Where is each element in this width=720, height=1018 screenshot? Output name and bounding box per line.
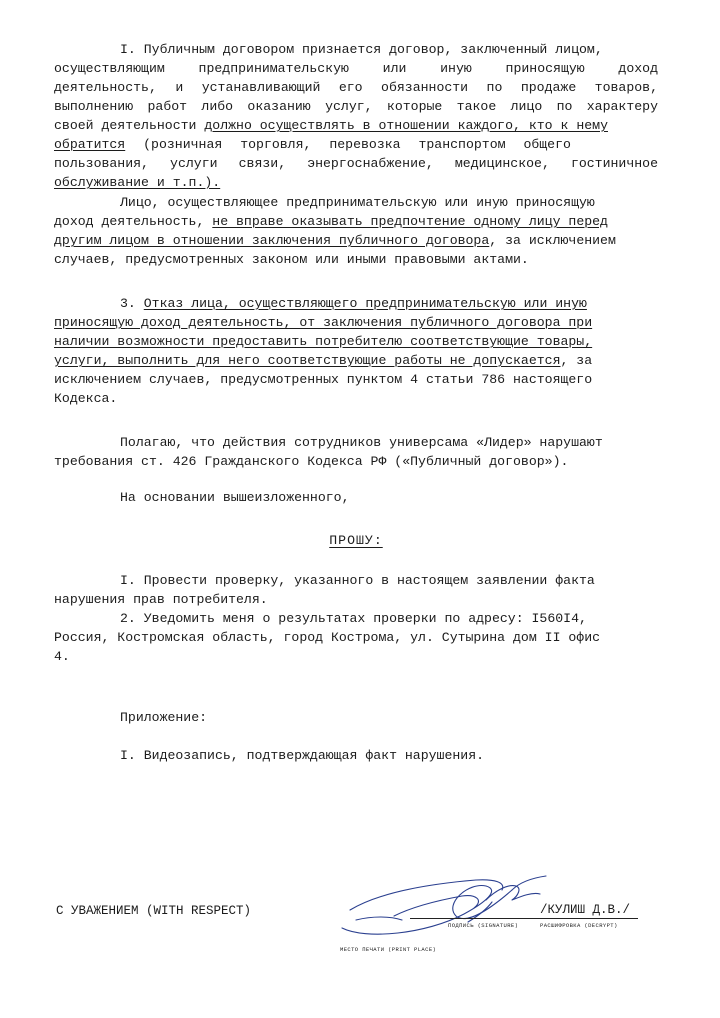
paragraph-no-preference (54, 193, 658, 269)
list-item: I. Видеозапись, подтверждающая факт нарушения. (120, 748, 485, 763)
underlined-text: другим лицом в отношении заключения публичного договора (54, 233, 490, 248)
signature-caption: ПОДПИСЬ (SIGNATURE) (448, 922, 519, 929)
request-list (54, 571, 658, 666)
text-line: выполнению работ либо оказанию услуг, которые такое лицо по характеру (54, 99, 658, 114)
appendix-title (54, 708, 658, 727)
text-line (54, 135, 658, 154)
underlined-text: приносящую доход деятельность, от заключения публичного договора при (54, 315, 593, 330)
text-line: осуществляющим предпринимательскую или иную приносящую доход (54, 61, 658, 76)
text-fragment: своей деятельности (54, 118, 205, 133)
text-line: I. Публичным договором признается договор, заключенный лицом, (120, 42, 603, 57)
text-line: случаев, предусмотрeнных законом или иными правовыми актами. (54, 252, 529, 267)
signature-block (336, 870, 676, 960)
text-line: Лицо, осуществляющее предпринимательскую или иную приносящую (120, 195, 595, 210)
text-line: Приложение: (120, 710, 208, 725)
list-item: 2. Уведомить меня о результатах проверки по адресу: I560I4, (120, 611, 587, 626)
text-line (54, 313, 658, 332)
text-fragment: , за исключением (489, 233, 616, 248)
text-fragment: , за (560, 353, 593, 368)
paragraph-public-contract-definition (54, 40, 658, 192)
heading-text: ПРОШУ: (329, 533, 383, 548)
list-item-continuation: нарушения прав потребителя. (54, 592, 268, 607)
text-line (54, 332, 658, 351)
list-item-continuation: 4. (54, 649, 70, 664)
text-line (54, 351, 658, 370)
paragraph-violation-claim (54, 433, 658, 471)
signature-line (410, 918, 638, 919)
underlined-text: должно осуществлять в отношении каждого, кто к нему (204, 118, 608, 133)
text-line (54, 116, 658, 135)
text-line (54, 212, 658, 231)
text-line: Полагаю, что действия сотрудников универсама «Лидер» нарушают (120, 435, 603, 450)
stamp-place-caption: МЕСТО ПЕЧАТИ (PRINT PLACE) (340, 946, 437, 953)
underlined-text: обслуживание и т.п.). (54, 175, 221, 190)
text-line: Кодекса. (54, 391, 118, 406)
text-line: пользования, услуги связи, энергоснабжение, медицинское, гостиничное (54, 156, 658, 171)
list-item-continuation: Россия, Костромская область, город Кострома, ул. Сутырина дом II офис (54, 630, 601, 645)
appendix-item (54, 746, 658, 765)
underlined-text: не вправе оказывать предпочтение одному лицу перед (212, 214, 608, 229)
text-line (54, 231, 658, 250)
text-line: исключением случаев, предусмотренных пунктом 4 статьи 786 настоящего (54, 372, 593, 387)
underlined-text: Отказ лица, осуществляющего предпринимательскую или иную (143, 296, 587, 311)
text-line (54, 173, 658, 192)
text-fragment: доход деятельность, (54, 214, 213, 229)
decrypt-caption: РАСШИФРОВКА (DECRYPT) (540, 922, 618, 929)
text-fragment: 3. (120, 296, 144, 311)
text-line: На основании вышеизложенного, (120, 490, 350, 505)
list-item: I. Провести проверку, указанного в настоящем заявлении факта (120, 573, 595, 588)
request-heading (0, 533, 720, 548)
paragraph-basis (54, 488, 658, 507)
text-line: деятельность, и устанавливающий его обязанности по продаже товаров, (54, 80, 658, 95)
closing-regards: С УВАЖЕНИЕМ (WITH RESPECT) (56, 904, 252, 918)
text-line: требования ст. 426 Гражданского Кодекса РФ («Публичный договор»). (54, 454, 569, 469)
paragraph-refusal-not-allowed (54, 294, 658, 408)
underlined-text: наличии возможности предоставить потребителю соответствующие товары, (54, 334, 593, 349)
text-fragment: (розничная торговля, перевозка транспортом общего (125, 137, 571, 152)
text-line (54, 294, 658, 313)
underlined-text: обратится (54, 137, 126, 152)
handwritten-signature (336, 870, 566, 945)
underlined-text: услуги, выполнить для него соответствующие работы не допускается (54, 353, 561, 368)
signer-name: /КУЛИШ Д.В./ (540, 903, 631, 917)
